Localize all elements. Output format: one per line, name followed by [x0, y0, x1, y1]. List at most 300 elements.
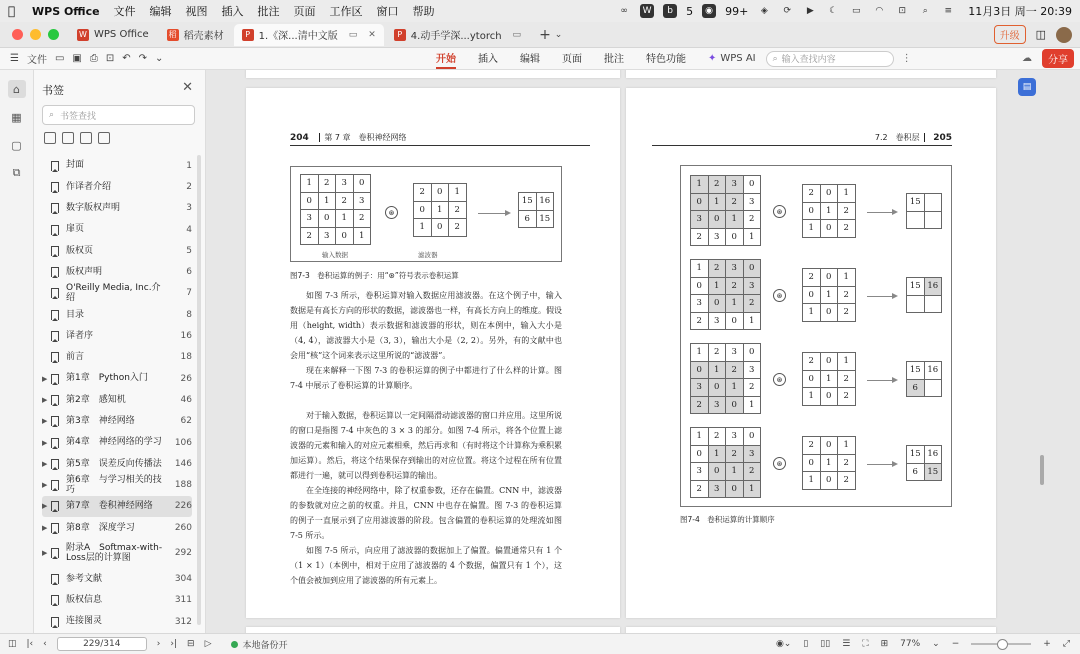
matrix-cell: 0	[803, 454, 821, 472]
close-icon[interactable]: ✕	[182, 80, 193, 95]
left-rail	[0, 70, 34, 633]
matrix-cell: 15	[536, 210, 554, 228]
step-input-matrix	[690, 259, 761, 330]
dual-page-icon[interactable]: ▯▯	[820, 639, 831, 649]
tab-label: 1.《深...清中文版	[258, 31, 338, 42]
matrix-cell: 0	[820, 388, 838, 406]
matrix-cell: 1	[743, 228, 761, 246]
matrix-cell: 0	[691, 361, 709, 379]
bookmark-item[interactable]	[42, 347, 192, 368]
matrix-cell: 1	[743, 396, 761, 414]
paragraph: 在全连接的神经网络中，除了权重参数，还存在偏置。CNN 中，滤波器的参数就对应之前的权重。并且，CNN 中也存在偏置。图 7-3 的卷积运算的例子一直展示到了应用滤波器的阶段。包含偏置的卷积运算的处理流如图 7-5 所示。	[290, 486, 562, 540]
bookmark-item[interactable]	[42, 474, 192, 495]
matrix-cell: 0	[726, 228, 744, 246]
ribbon-tabs	[436, 48, 686, 69]
bookmark-panel	[34, 70, 206, 633]
previous-page-left	[246, 70, 620, 78]
bookmark-item[interactable]	[42, 389, 192, 410]
fit-width-icon[interactable]: ⊞	[880, 639, 889, 649]
matrix-cell	[907, 211, 925, 229]
infinity-icon[interactable]: ∞	[620, 6, 628, 16]
bookmark-settings-icon[interactable]	[98, 132, 110, 144]
matrix-cell: 0	[726, 312, 744, 330]
bookmark-item[interactable]	[42, 517, 192, 538]
bookmark-label: 参考文献	[66, 573, 103, 584]
page-number: 204	[290, 133, 309, 143]
avatar[interactable]	[1056, 27, 1072, 43]
more-icon[interactable]: ⋮	[901, 53, 912, 64]
bookmark-flag-icon	[51, 595, 59, 605]
single-page-icon[interactable]: ▯	[803, 639, 809, 649]
panel-scrollbar[interactable]	[197, 155, 201, 625]
matrix-cell: 3	[336, 175, 354, 193]
undo-icon[interactable]: ↶	[122, 53, 131, 64]
matrix-cell: 1	[414, 219, 432, 237]
bookmark-item[interactable]	[42, 611, 192, 632]
zoom-out-icon[interactable]: −	[951, 639, 960, 649]
matrix-cell: 1	[318, 192, 336, 210]
matrix-cell: 6	[519, 210, 537, 228]
filter-matrix	[413, 183, 467, 237]
play-icon[interactable]: ▷	[204, 639, 212, 649]
bookmark-flag-icon	[51, 574, 59, 584]
tab-page[interactable]: 页面	[562, 54, 582, 65]
ai-sparkle-icon: ✦	[708, 53, 717, 64]
matrix-cell: 2	[708, 428, 726, 446]
chevron-down-icon[interactable]: ⌄	[155, 53, 164, 64]
menu-help[interactable]: 帮助	[412, 5, 435, 18]
matrix-cell: 2	[803, 185, 821, 203]
matrix-cell	[907, 295, 925, 313]
control-center-icon[interactable]: ≡	[944, 6, 953, 16]
bookmark-label: 连接图灵	[66, 616, 103, 627]
paragraph: 如图 7-5 所示，向应用了滤波器的数据加上了偏置。偏置通常只有 1 个（1 × 1）（本例中，相对于应用了滤波器的 4 个数据，偏置只有 1 个），这个值会被加到应用了滤波器的所有元素上。	[290, 546, 562, 585]
matrix-cell: 2	[726, 193, 744, 211]
close-tab-icon[interactable]: ✕	[368, 29, 376, 40]
window-controls	[0, 29, 69, 40]
matrix-cell: 6	[907, 379, 925, 397]
tab-bar	[0, 22, 1080, 48]
close-window-button[interactable]	[12, 29, 23, 40]
convolution-operator: ⊛	[385, 206, 398, 219]
matrix-cell: 0	[318, 210, 336, 228]
tab-label: 4.动手学深...ytorch	[410, 31, 502, 42]
bookmark-label: O'Reilly Media, Inc.介绍	[66, 283, 161, 304]
bookmark-item[interactable]	[42, 453, 192, 474]
redo-icon[interactable]: ↷	[138, 53, 148, 64]
bookmark-label: 第2章 感知机	[66, 394, 126, 405]
bookmark-page: 146	[174, 458, 192, 469]
bookmark-item[interactable]	[42, 368, 192, 389]
running-header-right	[875, 132, 952, 143]
menu-window[interactable]: 窗口	[376, 5, 399, 18]
matrix-cell: 1	[449, 184, 467, 202]
bookmark-page: 311	[174, 595, 192, 606]
matrix-cell: 1	[820, 454, 838, 472]
bookmark-label: 第4章 神经网络的学习	[66, 437, 162, 448]
find-input[interactable]	[766, 51, 894, 67]
matrix-cell: 3	[301, 210, 319, 228]
battery-icon[interactable]: ▭	[852, 6, 861, 16]
moon-icon[interactable]: ☾	[829, 6, 838, 16]
tab-docer[interactable]	[159, 24, 232, 46]
zoom-in-icon[interactable]: +	[1043, 639, 1051, 649]
output-matrix	[518, 192, 554, 228]
menu-comment[interactable]: 批注	[257, 5, 280, 18]
continuous-icon[interactable]: ☰	[842, 639, 851, 649]
tab-features[interactable]: 特色功能	[646, 54, 686, 65]
chevron-right-icon[interactable]: ▶	[42, 374, 48, 383]
input-data-label: 输入数据	[322, 251, 348, 259]
matrix-cell: 0	[726, 480, 744, 498]
matrix-cell: 1	[691, 260, 709, 278]
bookmark-flag-icon	[51, 523, 59, 533]
matrix-cell: 15	[924, 463, 942, 481]
section-title: 7.2 卷积层	[875, 133, 925, 142]
matrix-cell: 2	[708, 176, 726, 194]
matrix-cell: 1	[803, 388, 821, 406]
matrix-cell: 1	[726, 463, 744, 481]
matrix-cell: 2	[318, 175, 336, 193]
bookmark-item[interactable]	[42, 411, 192, 432]
matrix-cell: 1	[803, 220, 821, 238]
matrix-cell: 2	[691, 228, 709, 246]
bookmark-label: 数字版权声明	[66, 203, 121, 214]
matrix-cell: 15	[907, 194, 925, 212]
matrix-cell: 1	[820, 202, 838, 220]
sidebar-toggle-icon[interactable]: ◫	[8, 639, 17, 649]
bookmark-page: 1	[186, 160, 192, 171]
bookmark-label: 译者序	[66, 330, 94, 341]
chevron-right-icon[interactable]: ▶	[42, 502, 48, 511]
menu-page[interactable]: 页面	[293, 5, 316, 18]
matrix-cell: 0	[743, 428, 761, 446]
play-icon[interactable]: ▶	[806, 6, 814, 16]
w-app-icon[interactable]: W	[640, 4, 654, 18]
page-indicator-input[interactable]: 229/314	[57, 637, 147, 651]
export-icon[interactable]: ⊡	[105, 53, 115, 64]
chevron-right-icon[interactable]: ▶	[42, 549, 48, 558]
chevron-right-icon[interactable]: ▶	[42, 523, 48, 532]
apple-icon[interactable]	[8, 4, 22, 18]
matrix-cell: 15	[907, 362, 925, 380]
matrix-cell: 0	[743, 176, 761, 194]
monitor-icon[interactable]: ▭	[512, 29, 522, 40]
full-screen-icon[interactable]: ⛶	[862, 639, 869, 649]
matrix-cell: 3	[743, 445, 761, 463]
bookmark-label: 第1章 Python入门	[66, 373, 148, 384]
share-button[interactable]: 分享	[1042, 49, 1074, 68]
matrix-cell: 1	[803, 304, 821, 322]
zoom-window-button[interactable]	[48, 29, 59, 40]
zoom-slider[interactable]	[971, 643, 1031, 645]
bookmark-item[interactable]	[42, 432, 192, 453]
matrix-cell: 3	[708, 228, 726, 246]
bookmark-label: 版权页	[66, 245, 94, 256]
matrix-cell: 0	[353, 175, 371, 193]
matrix-cell: 0	[743, 260, 761, 278]
bookmark-item[interactable]	[42, 538, 192, 568]
matrix-cell: 2	[708, 260, 726, 278]
bookmark-page: 16	[180, 331, 192, 342]
bookmark-flag-icon	[51, 182, 59, 192]
bookmark-item[interactable]	[42, 176, 192, 197]
matrix-cell: 0	[820, 472, 838, 490]
tab-wps-office[interactable]	[69, 24, 157, 46]
matrix-cell: 1	[431, 201, 449, 219]
bookmark-page: 3	[186, 203, 192, 214]
bookmark-label: 作译者介绍	[66, 181, 112, 192]
bookmark-page: 4	[186, 224, 192, 235]
step-output-matrix	[906, 277, 942, 313]
bookmark-item[interactable]	[42, 283, 192, 304]
docer-icon: 稻	[168, 30, 177, 39]
new-tab-icon[interactable]: +	[539, 26, 551, 43]
matrix-cell	[924, 295, 942, 313]
menu-edit[interactable]: 编辑	[149, 5, 172, 18]
menubar	[0, 0, 1080, 22]
bookmark-label: 封面	[66, 160, 85, 171]
bookmark-flag-icon	[51, 267, 59, 277]
bookmark-page: 62	[180, 416, 192, 427]
menu-insert[interactable]: 插入	[221, 5, 244, 18]
menu-file[interactable]: 文件	[113, 5, 136, 18]
step-filter-matrix	[802, 352, 856, 406]
matrix-cell: 2	[743, 295, 761, 313]
tab-document-1[interactable]	[234, 24, 384, 46]
matrix-cell: 2	[691, 480, 709, 498]
tab-start[interactable]: 开始	[436, 48, 456, 69]
side-panel-icon[interactable]: ▤	[1018, 78, 1036, 96]
bell-icon[interactable]: b	[663, 4, 677, 18]
backup-status-icon	[231, 641, 238, 648]
chevron-right-icon[interactable]: ▶	[42, 459, 48, 468]
matrix-cell: 3	[743, 361, 761, 379]
matrix-cell: 2	[726, 361, 744, 379]
pdf-icon: P	[394, 29, 406, 41]
matrix-cell: 2	[838, 454, 856, 472]
sync-icon[interactable]: ⟳	[783, 6, 792, 16]
matrix-cell: 1	[838, 353, 856, 371]
lock-icon[interactable]: ⊡	[898, 6, 907, 16]
matrix-cell: 15	[907, 278, 925, 296]
hamburger-icon[interactable]: ☰	[10, 53, 19, 64]
bookmark-page: 46	[180, 394, 192, 405]
matrix-cell: 6	[907, 463, 925, 481]
bookmark-item[interactable]	[42, 304, 192, 325]
last-page-icon[interactable]: ›|	[170, 639, 178, 649]
menu-workspace[interactable]: 工作区	[329, 5, 363, 18]
menubar-app-name[interactable]: WPS Office	[32, 4, 100, 18]
matrix-cell: 0	[691, 277, 709, 295]
bookmark-label: 第6章 与学习相关的技巧	[66, 474, 162, 496]
matrix-cell: 0	[708, 463, 726, 481]
shield-icon[interactable]: ◈	[760, 6, 768, 16]
tab-label: WPS Office	[94, 29, 149, 40]
comment-icon[interactable]: ▢	[11, 138, 22, 152]
matrix-cell: 2	[803, 437, 821, 455]
step-output-matrix	[906, 445, 942, 481]
wps-ai-button[interactable]	[708, 53, 756, 64]
save-icon[interactable]: ▣	[72, 53, 82, 64]
minimize-window-button[interactable]	[30, 29, 41, 40]
chat-icon[interactable]: ◉	[702, 4, 716, 18]
bookmark-label: 版权信息	[66, 595, 103, 606]
chevron-down-icon[interactable]: ⌄	[554, 29, 563, 40]
matrix-cell: 2	[301, 227, 319, 245]
convolution-operator: ⊛	[773, 205, 786, 218]
bookmark-page: 226	[174, 501, 192, 512]
bookmark-flag-icon	[51, 617, 59, 627]
chevron-down-icon[interactable]: ⌄	[932, 639, 940, 649]
matrix-cell: 1	[726, 295, 744, 313]
bookmark-flag-icon	[51, 374, 59, 384]
chevron-right-icon[interactable]: ▶	[42, 395, 48, 404]
bookmark-list	[42, 155, 192, 632]
bookmark-item[interactable]	[42, 325, 192, 346]
tab-comment[interactable]: 批注	[604, 54, 624, 65]
matrix-cell: 3	[691, 463, 709, 481]
bookmark-flag-icon	[51, 288, 59, 298]
main-toolbar	[0, 48, 1080, 70]
first-page-icon[interactable]: |‹	[26, 639, 34, 649]
matrix-cell: 3	[726, 428, 744, 446]
tab-document-4[interactable]	[386, 24, 529, 46]
sidebar-toggle-icon[interactable]: ◫	[1035, 28, 1046, 41]
paragraph: 如图 7-3 所示，卷积运算对输入数据应用滤波器。在这个例子中，输入数据是有高长方向的形状的数据，滤波器也一样，有高长方向上的维度。假设用（height, width）表示数据和滤波器的形状，则在本例中，输入大小是（4, 4），滤波器大小是（3, 3），输出大小是（2, 2）。另外，有的文献中也会用“核”这个词来表示这里所说的“滤波器”。	[290, 291, 562, 360]
eye-icon[interactable]: ◉⌄	[775, 639, 792, 649]
wifi-icon[interactable]: ◠	[875, 6, 884, 16]
matrix-cell: 1	[691, 344, 709, 362]
bookmark-item[interactable]	[42, 496, 192, 517]
bookmark-item[interactable]	[42, 240, 192, 261]
chevron-right-icon[interactable]: ▶	[42, 481, 48, 490]
bookmark-page: 7	[186, 288, 192, 299]
bookmark-item[interactable]	[42, 261, 192, 282]
matrix-cell: 3	[691, 211, 709, 229]
tab-edit[interactable]: 编辑	[520, 54, 540, 65]
matrix-cell: 1	[838, 437, 856, 455]
add-bookmark-icon[interactable]	[80, 132, 92, 144]
convolution-operator: ⊛	[773, 289, 786, 302]
matrix-cell: 2	[414, 184, 432, 202]
step-filter-matrix	[802, 184, 856, 238]
arrow	[867, 380, 893, 381]
file-menu-button[interactable]: 文件	[26, 55, 47, 66]
bookmark-page: 292	[174, 548, 192, 559]
bookmark-search-input[interactable]	[42, 105, 195, 125]
wps-ai-label: WPS AI	[720, 53, 756, 64]
matrix-cell: 0	[820, 220, 838, 238]
cloud-icon[interactable]: ☁	[1022, 53, 1032, 64]
collapse-all-icon[interactable]	[62, 132, 74, 144]
matrix-cell: 15	[907, 446, 925, 464]
panel-title: 书签	[42, 84, 64, 97]
step-input-matrix	[690, 175, 761, 246]
wps-logo-icon: W	[77, 29, 89, 41]
search-icon[interactable]: ⌕	[922, 6, 928, 16]
previous-page-right	[626, 70, 996, 78]
bookmark-label: 目录	[66, 309, 85, 320]
bookmark-icon[interactable]: ⌂	[8, 80, 26, 98]
matrix-cell: 0	[820, 437, 838, 455]
tab-insert[interactable]: 插入	[478, 54, 498, 65]
bookmark-flag-icon	[51, 225, 59, 235]
upgrade-button[interactable]: 升级	[994, 25, 1026, 44]
bookmark-item[interactable]	[42, 155, 192, 176]
fit-page-icon[interactable]: ⊟	[187, 639, 195, 649]
expand-all-icon[interactable]	[44, 132, 56, 144]
zoom-value[interactable]: 77%	[900, 639, 921, 649]
bookmark-page: 6	[186, 267, 192, 278]
convolution-operator: ⊛	[773, 457, 786, 470]
matrix-cell	[924, 379, 942, 397]
bookmark-item[interactable]	[42, 219, 192, 240]
bookmark-item[interactable]	[42, 590, 192, 611]
bookmark-label: 第8章 深度学习	[66, 522, 135, 533]
bookmark-flag-icon	[51, 548, 59, 558]
previous-page-icon[interactable]: ‹	[43, 639, 47, 649]
matrix-cell: 0	[301, 192, 319, 210]
attachment-icon[interactable]: ⧉	[12, 166, 21, 179]
matrix-cell: 1	[301, 175, 319, 193]
badge-count-5: 5	[686, 4, 694, 18]
matrix-cell: 3	[708, 396, 726, 414]
matrix-cell: 2	[803, 353, 821, 371]
step-input-matrix	[690, 427, 761, 498]
matrix-cell: 1	[838, 185, 856, 203]
bookmark-item[interactable]	[42, 198, 192, 219]
page-right	[626, 88, 996, 618]
matrix-cell: 2	[691, 312, 709, 330]
chevron-right-icon[interactable]: ▶	[42, 417, 48, 426]
running-header-left	[290, 132, 407, 143]
bookmark-page: 8	[186, 309, 192, 320]
bookmark-page: 106	[174, 437, 192, 448]
print-icon[interactable]: ⎙	[89, 53, 98, 64]
chevron-right-icon[interactable]: ▶	[42, 438, 48, 447]
menu-view[interactable]: 视图	[185, 5, 208, 18]
paragraph: 现在来解释一下图 7-3 的卷积运算的例子中都进行了什么样的计算。图 7-4 中展示了卷积运算的计算顺序。	[290, 366, 562, 390]
matrix-cell: 1	[708, 277, 726, 295]
next-page-icon[interactable]: ›	[156, 639, 161, 649]
input-matrix	[300, 174, 371, 245]
bookmark-flag-icon	[51, 395, 59, 405]
matrix-cell: 0	[820, 269, 838, 287]
page-number: 205	[933, 133, 952, 143]
bookmark-label: 版权声明	[66, 266, 103, 277]
fit-window-icon[interactable]: ⤢	[1062, 639, 1070, 649]
document-area[interactable]	[206, 70, 1080, 633]
open-folder-icon[interactable]: ▭	[54, 53, 65, 64]
bookmark-label: 前言	[66, 352, 85, 363]
matrix-cell	[924, 211, 942, 229]
bookmark-label: 附录A Softmax-with-Loss层的计算图	[66, 543, 163, 564]
matrix-cell: 3	[691, 295, 709, 313]
document-scrollbar[interactable]	[1040, 455, 1044, 485]
matrix-cell: 0	[803, 202, 821, 220]
bookmark-item[interactable]	[42, 568, 192, 589]
matrix-cell: 3	[726, 344, 744, 362]
matrix-cell: 16	[536, 193, 554, 211]
monitor-icon[interactable]: ▭	[348, 29, 358, 40]
bookmark-flag-icon	[51, 352, 59, 362]
bookmark-page: 304	[174, 573, 192, 584]
backup-status[interactable]	[231, 638, 287, 651]
matrix-cell: 0	[708, 295, 726, 313]
thumbnail-icon[interactable]: ▦	[11, 110, 22, 124]
menubar-clock[interactable]: 11月3日 周一 20:39	[968, 5, 1072, 18]
